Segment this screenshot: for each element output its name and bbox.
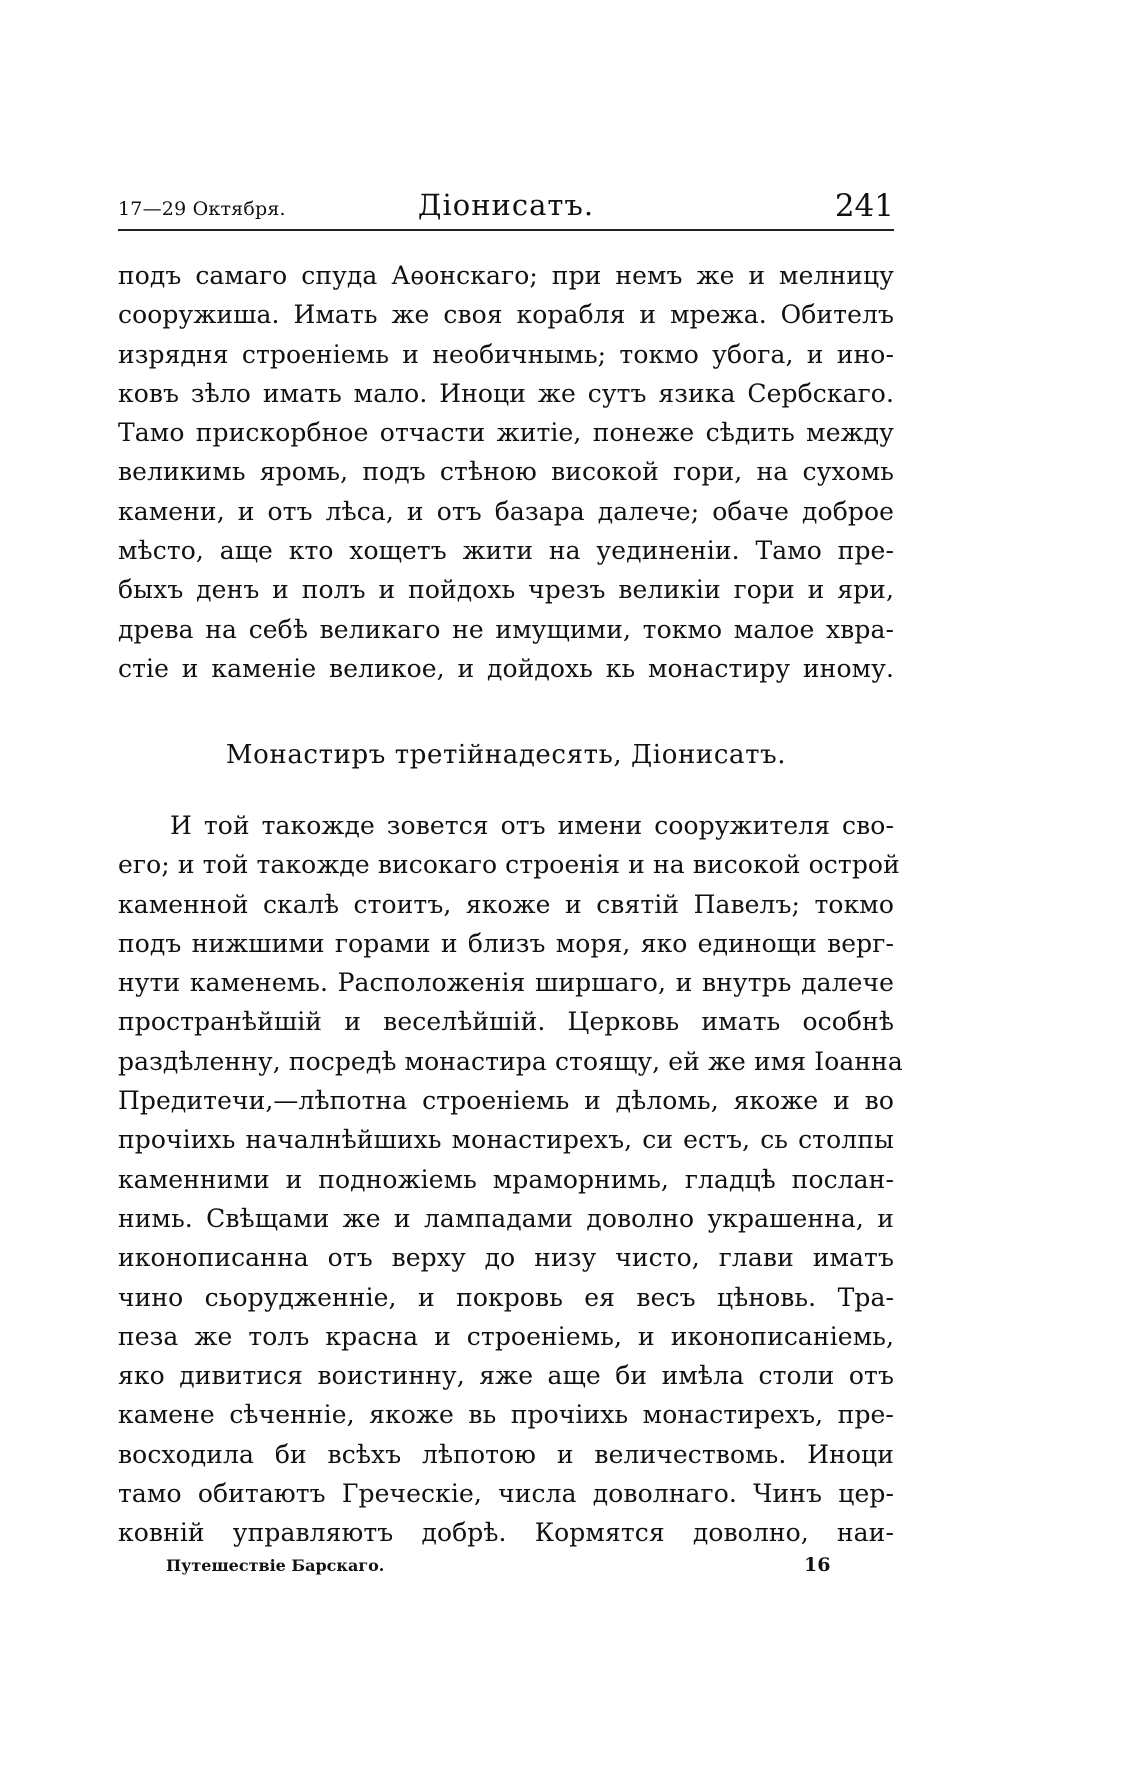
- text-line: подъ самаго спуда Аѳонскаго; при немъ же и мелницу: [118, 261, 894, 290]
- text-line: иконописанна отъ верху до низу чисто, глави иматъ: [118, 1243, 894, 1273]
- running-head: [118, 180, 894, 228]
- text-line: сооружиша. Имать же своя корабля и мрежа. Обителъ: [118, 300, 894, 330]
- date-range: 17—29 Октября.: [118, 198, 286, 220]
- text-line: быхъ денъ и полъ и пойдохь чрезъ великіи гори и яри,: [118, 575, 894, 605]
- signature-mark: Путешествіе Барскаго.: [166, 1556, 385, 1575]
- text-line: И той такожде зовется отъ имени сооружителя сво-: [170, 811, 894, 840]
- text-line: восходила би всѣхъ лѣпотою и величествомь. Иноци: [118, 1439, 894, 1469]
- text-line: изрядня строеніемь и необичнымь; токмо убога, и ино-: [118, 339, 894, 369]
- text-line: каменними и подножіемь мраморнимь, гладцѣ послан-: [118, 1164, 894, 1194]
- section-heading: Монастиръ третійнадесять, Діонисатъ.: [225, 740, 787, 770]
- text-line: Тамо прискорбное отчасти житіе, понеже сѣдить между: [118, 418, 894, 448]
- text-line: прочіихь началнѣйшихь монастирехъ, си естъ, сь столпы: [118, 1125, 894, 1155]
- text-line: раздѣленну, посредѣ монастира стоящу, ей же имя Іоанна: [118, 1046, 903, 1076]
- paragraph-1: [118, 256, 894, 688]
- header-rule: [118, 229, 894, 231]
- text-line: каменной скалѣ стоитъ, якоже и святій Павелъ; токмо: [118, 889, 894, 919]
- text-line: камени, и отъ лѣса, и отъ базара далече; обаче доброе: [118, 496, 894, 526]
- text-line: мѣсто, аще кто хощетъ жити на уединеніи. Тамо пре-: [118, 536, 894, 566]
- page-footer: [118, 1556, 894, 1586]
- text-line: чино сьорудженніе, и покровь ея весъ цѣновь. Тра-: [118, 1282, 894, 1312]
- sheet-number: 16: [804, 1554, 831, 1576]
- paragraph-2: [118, 806, 903, 1553]
- text-line: древа на себѣ великаго не имущими, токмо малое хвра-: [118, 614, 894, 644]
- page-number: 241: [834, 188, 894, 224]
- text-line: камене сѣченніе, якоже вь прочіихь монастирехъ, пре-: [118, 1400, 894, 1430]
- running-title: Діонисатъ.: [417, 188, 595, 222]
- text-line: тамо обитаютъ Греческіе, числа доволнаго. Чинъ цер-: [118, 1479, 894, 1509]
- text-line: нимь. Свѣщами же и лампадами доволно украшенна, и: [118, 1203, 894, 1233]
- text-line: великимь яромь, подъ стѣною високой гори, на сухомь: [118, 457, 894, 487]
- text-line: подъ нижшими горами и близъ моря, яко единощи верг-: [118, 928, 894, 958]
- text-line: его; и той такожде високаго строенія и на високой острой: [118, 850, 900, 880]
- text-line: Предитечи,—лѣпотна строеніемь и дѣломь, якоже и во: [118, 1086, 894, 1116]
- text-line: пространѣйшій и веселѣйшій. Церковь имать особнѣ: [118, 1007, 894, 1037]
- text-line: стіе и каменіе великое, и дойдохь кь монастиру иному.: [118, 653, 894, 683]
- text-line: ковній управляютъ добрѣ. Кормятся доволно, наи-: [118, 1518, 894, 1548]
- text-line: ковъ зѣло имать мало. Иноци же сутъ язика Сербскаго.: [118, 378, 894, 408]
- text-line: яко дивитися воистинну, яже аще би имѣла столи отъ: [118, 1361, 894, 1391]
- text-line: нути каменемь. Расположенія ширшаго, и внутрь далече: [118, 968, 894, 998]
- text-line: пеза же толъ красна и строеніемь, и иконописаніемь,: [118, 1321, 894, 1351]
